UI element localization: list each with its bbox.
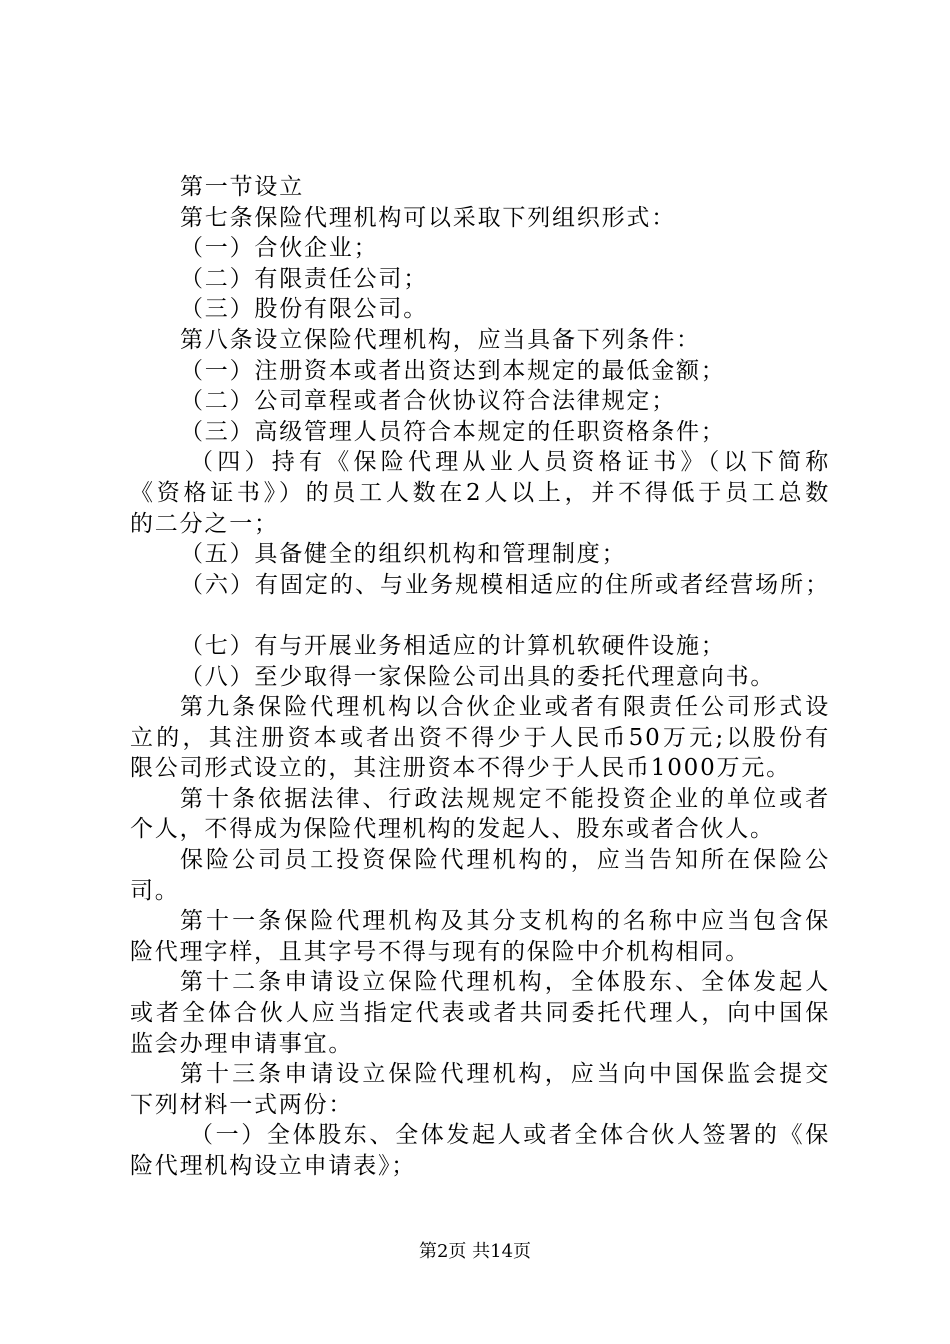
paragraph-line: 的二分之一； — [130, 510, 279, 537]
list-item: （三）高级管理人员符合本规定的任职资格条件； — [180, 418, 726, 445]
paragraph-line: 或者全体合伙人应当指定代表或者共同委托代理人，向中国保 — [130, 1000, 830, 1027]
paragraph-line: 限公司形式设立的，其注册资本不得少于人民币1000万元。 — [130, 755, 791, 782]
list-item: （一）全体股东、全体发起人或者全体合伙人签署的《保 — [190, 1122, 830, 1149]
paragraph-line: 立的，其注册资本或者出资不得少于人民币50万元;以股份有 — [130, 724, 830, 751]
list-item: （七）有与开展业务相适应的计算机软硬件设施； — [180, 632, 726, 659]
page-number-footer: 第2页 共14页 — [418, 1241, 532, 1262]
paragraph-line: 监会办理申请事宜。 — [130, 1030, 354, 1057]
article-11: 第十一条保险代理机构及其分支机构的名称中应当包含保 — [180, 908, 830, 935]
article-13: 第十三条申请设立保险代理机构，应当向中国保监会提交 — [180, 1061, 830, 1088]
section-heading: 第一节设立 — [180, 174, 304, 200]
paragraph-line: 下列材料一式两份： — [130, 1091, 354, 1118]
paragraph-line: 司。 — [130, 877, 180, 904]
paragraph-line: 险代理字样，且其字号不得与现有的保险中介机构相同。 — [130, 938, 750, 965]
paragraph-line: 保险公司员工投资保险代理机构的，应当告知所在保险公 — [180, 847, 830, 874]
article-9: 第九条保险代理机构以合伙企业或者有限责任公司形式设 — [180, 694, 830, 721]
list-item: （六）有固定的、与业务规模相适应的住所或者经营场所； — [180, 571, 830, 598]
list-item: （三）股份有限公司。 — [180, 296, 428, 323]
article-12: 第十二条申请设立保险代理机构，全体股东、全体发起人 — [180, 969, 830, 996]
list-item: （五）具备健全的组织机构和管理制度； — [180, 541, 627, 568]
list-item: （四）持有《保险代理从业人员资格证书》（以下简称 — [190, 449, 830, 476]
blank-line — [130, 600, 830, 631]
paragraph-line: 《资格证书》）的员工人数在2人以上，并不得低于员工总数 — [130, 479, 830, 506]
list-item: （一）合伙企业； — [180, 235, 379, 262]
list-item: （二）公司章程或者合伙协议符合法律规定； — [180, 388, 676, 415]
paragraph-line: 个人，不得成为保险代理机构的发起人、股东或者合伙人。 — [130, 816, 775, 843]
paragraph-line: 险代理机构设立申请表》； — [130, 1153, 417, 1179]
list-item: （二）有限责任公司； — [180, 265, 428, 292]
article-7: 第七条保险代理机构可以采取下列组织形式： — [180, 204, 676, 231]
article-8: 第八条设立保险代理机构，应当具备下列条件： — [180, 326, 701, 353]
document-body — [130, 172, 830, 1182]
list-item: （八）至少取得一家保险公司出具的委托代理意向书。 — [180, 663, 776, 690]
article-10: 第十条依据法律、行政法规规定不能投资企业的单位或者 — [180, 785, 830, 812]
list-item: （一）注册资本或者出资达到本规定的最低金额； — [180, 357, 726, 384]
